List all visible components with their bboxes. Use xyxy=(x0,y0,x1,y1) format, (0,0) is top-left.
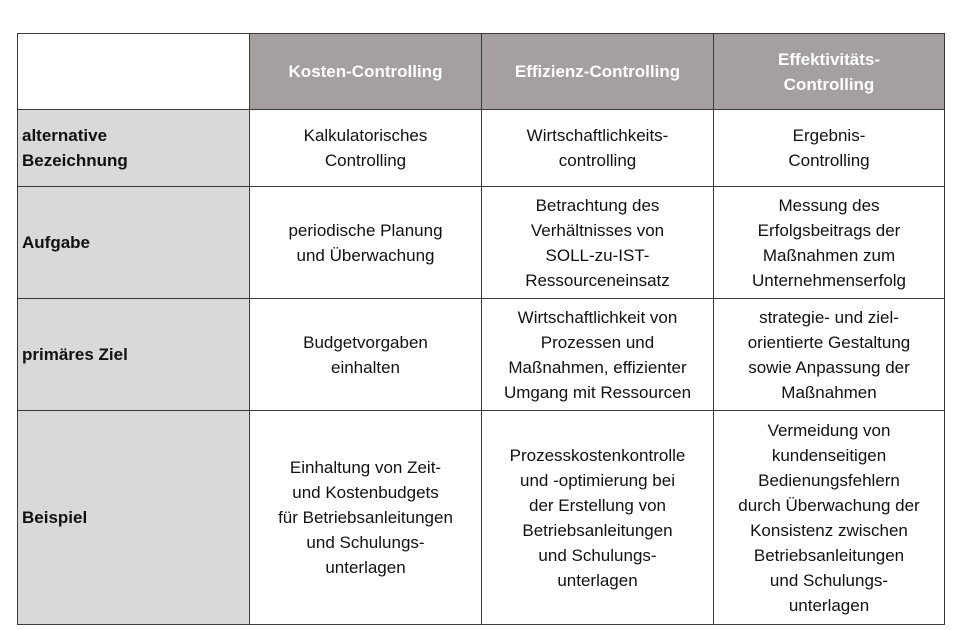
cell-line: Wirtschaftlichkeit von xyxy=(517,307,678,327)
cell-line: Controlling xyxy=(788,151,870,170)
cell-line: Vermeidung von xyxy=(767,420,891,440)
column-header-effizienz xyxy=(482,34,714,110)
cell-line: Unternehmenserfolg xyxy=(751,270,907,290)
cell-line: Betrachtung des xyxy=(535,195,660,215)
cell-line: Erfolgsbeitrags der xyxy=(757,220,901,240)
table-cell xyxy=(250,110,482,187)
cell-line: Wirtschaftlichkeits- xyxy=(526,126,669,145)
cell-line: SOLL-zu-IST- xyxy=(545,245,650,265)
cell-line: einhalten xyxy=(330,357,400,377)
cell-line: Messung des xyxy=(778,195,880,215)
cell-line: Umgang mit Ressourcen xyxy=(503,382,692,402)
cell-line: periodische Planung xyxy=(288,220,443,240)
cell-line: Maßnahmen xyxy=(781,382,877,402)
cell-line: orientierte Gestaltung xyxy=(747,332,911,352)
cell-line: unterlagen xyxy=(325,558,406,577)
column-header-effektivitaet xyxy=(714,34,945,110)
column-header-line: Effektivitäts- xyxy=(777,49,881,69)
row-header-alternative-bezeichnung xyxy=(18,110,250,187)
cell-line: Ergebnis- xyxy=(792,126,866,145)
cell-line: unterlagen xyxy=(557,570,638,590)
cell-line: sowie Anpassung der xyxy=(748,357,910,377)
cell-line: Controlling xyxy=(324,151,407,170)
cell-line: Budgetvorgaben xyxy=(303,332,428,352)
cell-line: Konsistenz zwischen xyxy=(750,520,908,540)
row-header-line: Bezeichnung xyxy=(22,151,128,170)
table-cell xyxy=(482,187,714,299)
column-header-kosten xyxy=(250,34,482,110)
table-cell xyxy=(482,110,714,187)
cell-line: Maßnahmen zum xyxy=(762,245,896,265)
cell-line: Maßnahmen, effizienter xyxy=(508,357,687,377)
table-cell xyxy=(714,110,945,187)
table-cell xyxy=(250,187,482,299)
cell-line: kundenseitigen xyxy=(771,445,887,465)
cell-line: strategie- und ziel- xyxy=(759,307,899,327)
cell-line: für Betriebsanleitungen xyxy=(278,508,453,527)
cell-line: Kalkulatorisches xyxy=(303,126,428,145)
row-header-primaeres-ziel xyxy=(18,299,250,411)
cell-line: der Erstellung von xyxy=(528,495,667,515)
row-header-aufgabe xyxy=(18,187,250,299)
cell-line: Einhaltung von Zeit- xyxy=(289,458,442,477)
cell-line: Prozesskostenkontrolle xyxy=(509,445,686,465)
cell-line: und Schulungs- xyxy=(769,570,889,590)
row-header-line: Aufgabe xyxy=(22,233,90,252)
table-row-alternative-bezeichnung xyxy=(18,110,945,187)
table-cell xyxy=(482,299,714,411)
cell-line: Ressourceneinsatz xyxy=(525,270,670,290)
cell-line: Betriebsanleitungen xyxy=(522,520,673,540)
header-row xyxy=(18,34,945,110)
table-row-beispiel xyxy=(18,411,945,625)
corner-cell xyxy=(18,34,250,110)
row-header-line: Beispiel xyxy=(22,508,88,527)
table-cell xyxy=(482,411,714,625)
cell-line: Betriebsanleitungen xyxy=(753,545,905,565)
column-header-line: Kosten-Controlling xyxy=(288,62,443,81)
controlling-comparison-table xyxy=(17,33,945,625)
cell-line: durch Überwachung der xyxy=(738,495,920,515)
row-header-line: primäres Ziel xyxy=(22,345,128,364)
column-header-line: Effizienz-Controlling xyxy=(514,62,681,81)
cell-line: unterlagen xyxy=(788,595,870,615)
table-row-primaeres-ziel xyxy=(18,299,945,411)
row-header-beispiel xyxy=(18,411,250,625)
cell-line: controlling xyxy=(558,151,637,170)
row-header-line: alternative xyxy=(22,126,108,145)
table-cell xyxy=(714,411,945,625)
cell-line: Prozessen und xyxy=(540,332,655,352)
table-cell xyxy=(714,187,945,299)
cell-line: Verhältnisses von xyxy=(530,220,665,240)
cell-line: Bedienungsfehlern xyxy=(758,470,900,490)
cell-line: und Schulungs- xyxy=(306,533,425,552)
table-cell xyxy=(250,299,482,411)
table-cell xyxy=(714,299,945,411)
table-cell xyxy=(250,411,482,625)
cell-line: und Kostenbudgets xyxy=(292,483,439,502)
column-header-line: Controlling xyxy=(783,74,875,94)
cell-line: und Überwachung xyxy=(296,245,435,265)
cell-line: und -optimierung bei xyxy=(520,470,675,490)
table-row-aufgabe xyxy=(18,187,945,299)
cell-line: und Schulungs- xyxy=(538,545,657,565)
